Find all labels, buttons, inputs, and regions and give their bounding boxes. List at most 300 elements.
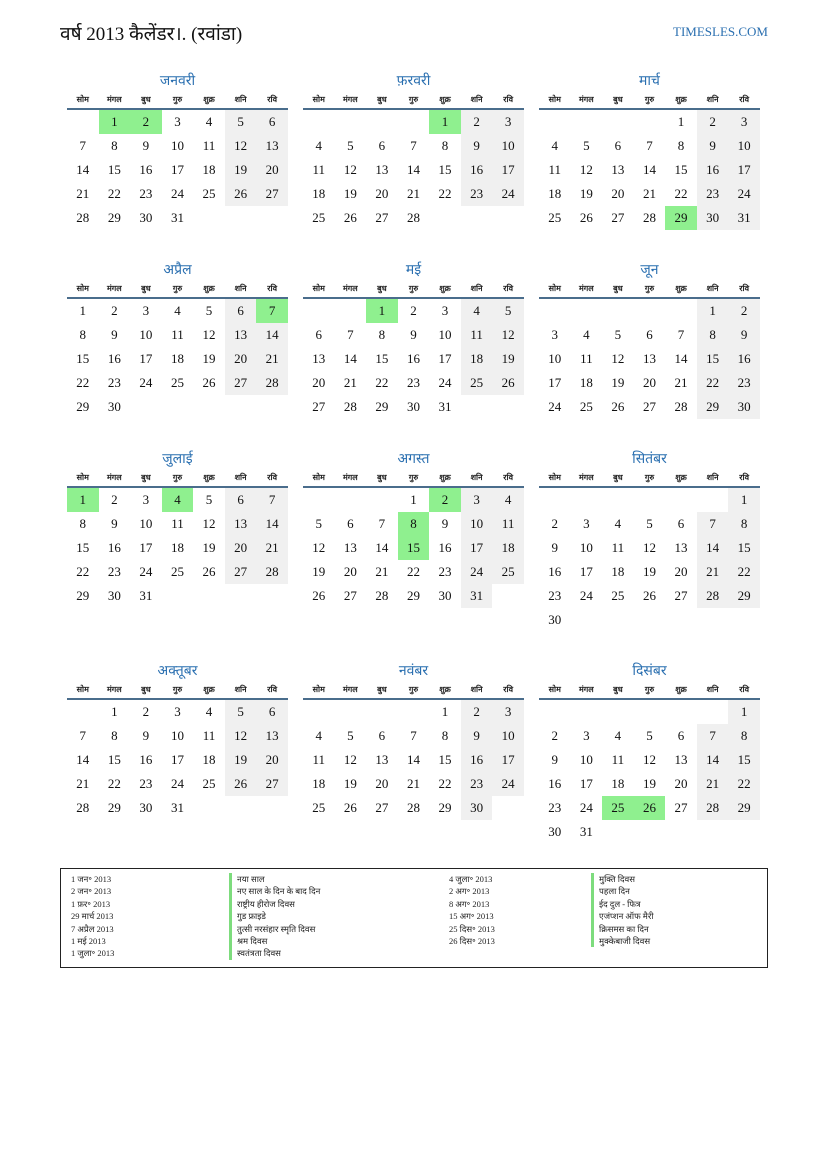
weekday-label: शनि xyxy=(470,95,483,104)
day-cell: 4 xyxy=(614,516,622,531)
empty-cell xyxy=(539,110,571,134)
empty-cell xyxy=(571,110,603,134)
day-cell: 31 xyxy=(438,399,452,414)
day-cell: 12 xyxy=(611,351,625,366)
day-cell: 11 xyxy=(202,138,216,153)
weekday-label: रवि xyxy=(503,685,514,694)
day-cell: 11 xyxy=(312,162,326,177)
weekday-header xyxy=(539,281,760,299)
day-cell: 22 xyxy=(375,375,389,390)
empty-cell xyxy=(539,700,571,724)
day-cell: 4 xyxy=(551,138,559,153)
day-cell: 23 xyxy=(461,772,493,796)
weekday-label: बुध xyxy=(377,95,387,104)
empty-cell xyxy=(335,110,367,134)
weekday-label: बुध xyxy=(141,284,151,293)
day-cell: 3 xyxy=(174,704,181,719)
day-cell: 12 xyxy=(492,323,524,347)
day-cell: 9 xyxy=(551,540,559,555)
day-cell: 4 xyxy=(461,299,493,323)
month-name: जुलाई xyxy=(162,451,193,467)
day-cell: 25 xyxy=(170,375,184,390)
month-block xyxy=(539,70,760,230)
empty-cell xyxy=(697,488,729,512)
day-cell: 17 xyxy=(728,158,760,182)
day-cell: 12 xyxy=(642,752,656,767)
day-cell: 30 xyxy=(139,800,153,815)
weekday-label: रवि xyxy=(267,95,278,104)
day-cell: 21 xyxy=(674,375,688,390)
month-block xyxy=(67,70,288,230)
empty-cell xyxy=(571,488,603,512)
day-cell: 23 xyxy=(548,588,562,603)
empty-cell xyxy=(67,700,99,724)
day-cell: 28 xyxy=(375,588,389,603)
day-cell: 10 xyxy=(139,516,153,531)
month-name: अप्रैल xyxy=(163,262,192,278)
day-cell: 28 xyxy=(256,560,288,584)
day-cell: 18 xyxy=(492,536,524,560)
weekday-label: शनि xyxy=(470,685,483,694)
weekday-header xyxy=(539,92,760,110)
day-cell: 19 xyxy=(225,748,257,772)
day-cell: 16 xyxy=(548,776,562,791)
weekday-label: बुध xyxy=(377,284,387,293)
day-cell: 16 xyxy=(438,540,452,555)
day-cell: 3 xyxy=(142,492,150,507)
holiday-cell: 25 xyxy=(602,796,634,820)
site-link[interactable]: TIMESLES.COM xyxy=(673,24,768,39)
day-cell: 20 xyxy=(375,186,389,201)
day-cell: 29 xyxy=(76,399,90,414)
empty-cell xyxy=(665,299,697,323)
day-cell: 10 xyxy=(579,752,593,767)
day-cell: 18 xyxy=(611,776,625,791)
day-cell: 6 xyxy=(256,700,288,724)
day-cell: 5 xyxy=(492,299,524,323)
weekday-label: बुध xyxy=(613,685,623,694)
day-cell: 18 xyxy=(579,375,593,390)
day-cell: 24 xyxy=(139,375,153,390)
day-cell: 1 xyxy=(79,303,87,318)
day-cell: 30 xyxy=(548,824,562,839)
day-cell: 18 xyxy=(312,186,326,201)
day-cell: 31 xyxy=(170,210,184,225)
empty-cell xyxy=(303,488,335,512)
day-grid xyxy=(539,299,760,419)
day-cell: 8 xyxy=(677,138,685,153)
day-cell: 19 xyxy=(611,375,625,390)
weekday-label: सोम xyxy=(312,473,325,482)
day-cell: 30 xyxy=(728,395,760,419)
day-cell: 25 xyxy=(492,560,524,584)
weekday-label: रवि xyxy=(739,95,750,104)
day-cell: 31 xyxy=(461,584,493,608)
day-grid xyxy=(539,700,760,844)
weekday-label: बुध xyxy=(377,685,387,694)
day-cell: 26 xyxy=(579,210,593,225)
legend-date: 1 मई 2013 xyxy=(71,935,106,946)
weekday-label: सोम xyxy=(312,685,325,694)
weekday-label: रवि xyxy=(739,473,750,482)
day-cell: 20 xyxy=(312,375,326,390)
day-cell: 19 xyxy=(642,776,656,791)
weekday-label: सोम xyxy=(548,473,561,482)
weekday-header xyxy=(303,281,524,299)
day-cell: 20 xyxy=(375,776,389,791)
day-cell: 11 xyxy=(171,516,184,531)
day-cell: 4 xyxy=(583,327,590,342)
day-cell: 17 xyxy=(461,536,493,560)
day-cell: 19 xyxy=(225,158,257,182)
day-cell: 13 xyxy=(312,351,326,366)
day-cell: 20 xyxy=(343,564,357,579)
day-cell: 8 xyxy=(441,138,449,153)
day-cell: 12 xyxy=(343,752,357,767)
day-cell: 5 xyxy=(225,700,257,724)
day-cell: 27 xyxy=(225,560,257,584)
day-cell: 29 xyxy=(107,800,121,815)
day-cell: 19 xyxy=(202,540,216,555)
day-cell: 2 xyxy=(728,299,760,323)
legend-holiday-name: राष्ट्रीय हीरोज दिवस xyxy=(229,898,320,910)
weekday-label: मंगल xyxy=(578,95,594,104)
empty-cell xyxy=(602,700,634,724)
weekday-label: रवि xyxy=(267,284,278,293)
day-cell: 11 xyxy=(492,512,524,536)
weekday-header xyxy=(67,470,288,488)
weekday-label: शुक्र xyxy=(675,685,687,694)
weekday-label: शुक्र xyxy=(203,685,215,694)
day-cell: 19 xyxy=(492,347,524,371)
day-cell: 21 xyxy=(256,347,288,371)
month-block xyxy=(539,448,760,632)
day-cell: 14 xyxy=(406,162,420,177)
day-cell: 11 xyxy=(611,540,625,555)
day-cell: 20 xyxy=(674,564,688,579)
day-cell: 21 xyxy=(406,186,420,201)
day-cell: 14 xyxy=(256,323,288,347)
empty-cell xyxy=(634,488,666,512)
day-cell: 16 xyxy=(107,540,121,555)
empty-cell xyxy=(602,110,634,134)
weekday-label: शुक्र xyxy=(203,473,215,482)
day-cell: 13 xyxy=(642,351,656,366)
day-cell: 6 xyxy=(347,516,354,531)
month-block xyxy=(67,660,288,820)
day-cell: 27 xyxy=(674,588,688,603)
day-cell: 15 xyxy=(107,752,121,767)
day-cell: 26 xyxy=(343,210,357,225)
day-cell: 16 xyxy=(728,347,760,371)
day-cell: 15 xyxy=(438,752,452,767)
day-cell: 11 xyxy=(312,752,326,767)
day-cell: 7 xyxy=(79,728,87,743)
day-cell: 16 xyxy=(697,158,729,182)
day-cell: 8 xyxy=(111,728,118,743)
month-block xyxy=(303,660,524,820)
legend-date: 1 जन॰ 2013 xyxy=(71,874,112,884)
weekday-label: शुक्र xyxy=(675,95,687,104)
day-cell: 18 xyxy=(170,351,184,366)
day-cell: 1 xyxy=(728,488,760,512)
day-cell: 17 xyxy=(139,540,153,555)
day-cell: 24 xyxy=(438,375,452,390)
weekday-label: शनि xyxy=(706,284,719,293)
day-cell: 9 xyxy=(728,323,760,347)
day-cell: 2 xyxy=(551,516,559,531)
weekday-label: सोम xyxy=(548,685,561,694)
day-cell: 23 xyxy=(697,182,729,206)
day-cell: 8 xyxy=(728,724,760,748)
empty-cell xyxy=(366,110,398,134)
day-cell: 21 xyxy=(76,776,90,791)
day-cell: 24 xyxy=(170,776,184,791)
weekday-label: सोम xyxy=(76,473,89,482)
day-cell: 3 xyxy=(461,488,493,512)
weekday-label: रवि xyxy=(267,473,278,482)
weekday-label: सोम xyxy=(76,284,89,293)
empty-cell xyxy=(67,110,99,134)
weekday-label: शनि xyxy=(706,685,719,694)
day-cell: 14 xyxy=(697,536,729,560)
day-cell: 10 xyxy=(548,351,562,366)
day-cell: 2 xyxy=(697,110,729,134)
day-cell: 28 xyxy=(256,371,288,395)
day-cell: 7 xyxy=(646,138,653,153)
day-cell: 7 xyxy=(410,138,417,153)
empty-cell xyxy=(571,700,603,724)
weekday-label: मंगल xyxy=(578,685,594,694)
day-cell: 20 xyxy=(674,776,688,791)
day-cell: 12 xyxy=(579,162,593,177)
weekday-label: गुरु xyxy=(172,95,183,104)
day-cell: 17 xyxy=(579,564,593,579)
day-grid xyxy=(67,488,288,608)
day-cell: 13 xyxy=(674,540,688,555)
day-cell: 20 xyxy=(225,347,257,371)
weekday-label: शनि xyxy=(234,95,247,104)
day-cell: 9 xyxy=(461,724,493,748)
weekday-label: सोम xyxy=(312,95,325,104)
day-cell: 1 xyxy=(111,704,118,719)
day-cell: 15 xyxy=(674,162,688,177)
legend-holiday-name: एजंप्शन ऑफ मैरी xyxy=(591,910,654,922)
day-cell: 10 xyxy=(492,134,524,158)
holiday-cell: 1 xyxy=(366,299,398,323)
day-cell: 8 xyxy=(79,327,87,342)
legend-holiday-name: नए साल के दिन के बाद दिन xyxy=(229,885,320,897)
day-cell: 17 xyxy=(548,375,562,390)
legend-left-dates xyxy=(71,873,114,960)
weekday-label: गुरु xyxy=(644,473,655,482)
weekday-label: शनि xyxy=(706,473,719,482)
day-cell: 1 xyxy=(677,114,685,129)
legend-holiday-name: श्रम दिवस xyxy=(229,935,320,947)
weekday-label: शुक्र xyxy=(439,284,451,293)
day-cell: 25 xyxy=(312,210,326,225)
weekday-label: शुक्र xyxy=(439,473,451,482)
day-cell: 2 xyxy=(461,110,493,134)
day-cell: 12 xyxy=(225,724,257,748)
legend-right-names xyxy=(591,873,654,947)
day-cell: 19 xyxy=(312,564,326,579)
day-cell: 25 xyxy=(461,371,493,395)
day-cell: 17 xyxy=(170,162,184,177)
day-cell: 7 xyxy=(697,512,729,536)
day-cell: 26 xyxy=(202,564,216,579)
weekday-label: मंगल xyxy=(342,473,358,482)
day-cell: 23 xyxy=(548,800,562,815)
day-cell: 4 xyxy=(614,728,622,743)
weekday-label: रवि xyxy=(503,95,514,104)
weekday-label: रवि xyxy=(503,284,514,293)
legend-holiday-name: गुड फ्राइडे xyxy=(229,910,320,922)
month-name: नवंबर xyxy=(398,663,429,679)
day-cell: 15 xyxy=(76,540,90,555)
day-cell: 30 xyxy=(548,612,562,627)
weekday-label: गुरु xyxy=(408,685,419,694)
weekday-label: शनि xyxy=(706,95,719,104)
day-cell: 5 xyxy=(225,110,257,134)
day-cell: 10 xyxy=(170,138,184,153)
day-cell: 26 xyxy=(343,800,357,815)
day-cell: 24 xyxy=(728,182,760,206)
month-name: जून xyxy=(640,262,659,278)
empty-cell xyxy=(366,488,398,512)
day-cell: 16 xyxy=(406,351,420,366)
day-cell: 3 xyxy=(583,728,590,743)
weekday-label: शुक्र xyxy=(203,95,215,104)
holiday-cell: 1 xyxy=(67,488,99,512)
day-cell: 29 xyxy=(76,588,90,603)
day-cell: 22 xyxy=(728,560,760,584)
day-grid xyxy=(67,299,288,419)
day-cell: 16 xyxy=(461,158,493,182)
day-cell: 31 xyxy=(728,206,760,230)
day-cell: 30 xyxy=(406,399,420,414)
day-cell: 17 xyxy=(170,752,184,767)
day-cell: 24 xyxy=(492,182,524,206)
day-cell: 22 xyxy=(438,186,452,201)
day-cell: 22 xyxy=(76,564,90,579)
day-cell: 9 xyxy=(111,327,118,342)
day-cell: 3 xyxy=(492,700,524,724)
day-cell: 15 xyxy=(728,748,760,772)
weekday-header xyxy=(303,470,524,488)
day-cell: 28 xyxy=(674,399,688,414)
month-block xyxy=(303,259,524,419)
day-cell: 16 xyxy=(139,162,153,177)
weekday-label: शुक्र xyxy=(439,685,451,694)
day-cell: 22 xyxy=(674,186,688,201)
day-cell: 9 xyxy=(697,134,729,158)
page-title: वर्ष 2013 कैलेंडर।. (रवांडा) xyxy=(60,24,243,45)
day-cell: 21 xyxy=(642,186,656,201)
day-cell: 28 xyxy=(343,399,357,414)
legend-holiday-name: ईद दुल - फित्र xyxy=(591,898,654,910)
day-cell: 2 xyxy=(142,704,150,719)
day-cell: 29 xyxy=(728,584,760,608)
day-grid xyxy=(303,299,524,419)
day-cell: 12 xyxy=(312,540,326,555)
day-cell: 26 xyxy=(642,588,656,603)
day-cell: 3 xyxy=(441,303,449,318)
legend-holiday-name: स्वतंत्रता दिवस xyxy=(229,947,320,959)
empty-cell xyxy=(571,299,603,323)
weekday-label: गुरु xyxy=(644,685,655,694)
weekday-label: बुध xyxy=(141,685,151,694)
day-cell: 24 xyxy=(461,560,493,584)
day-cell: 24 xyxy=(548,399,562,414)
day-cell: 22 xyxy=(406,564,420,579)
weekday-header xyxy=(67,682,288,700)
holiday-cell: 1 xyxy=(99,110,131,134)
weekday-label: बुध xyxy=(613,95,623,104)
weekday-label: शनि xyxy=(234,284,247,293)
day-cell: 25 xyxy=(548,210,562,225)
weekday-label: गुरु xyxy=(408,284,419,293)
day-cell: 22 xyxy=(438,776,452,791)
day-cell: 31 xyxy=(139,588,153,603)
day-cell: 25 xyxy=(202,776,216,791)
legend-date: 2 जन॰ 2013 xyxy=(71,886,112,897)
day-cell: 27 xyxy=(375,800,389,815)
holiday-cell: 4 xyxy=(162,488,194,512)
month-name: अगस्त xyxy=(397,451,430,467)
day-cell: 8 xyxy=(378,327,386,342)
legend-date: 15 अग॰ 2013 xyxy=(449,911,494,922)
weekday-label: शनि xyxy=(470,473,483,482)
empty-cell xyxy=(366,700,398,724)
day-cell: 25 xyxy=(312,800,326,815)
day-cell: 19 xyxy=(642,564,656,579)
day-cell: 14 xyxy=(406,752,420,767)
day-cell: 21 xyxy=(256,536,288,560)
day-cell: 16 xyxy=(107,351,121,366)
day-cell: 17 xyxy=(139,351,153,366)
month-block xyxy=(539,259,760,419)
day-cell: 17 xyxy=(492,748,524,772)
month-name: मार्च xyxy=(639,73,660,89)
day-cell: 23 xyxy=(107,564,121,579)
day-cell: 29 xyxy=(728,796,760,820)
day-cell: 9 xyxy=(142,728,150,743)
legend-right-dates xyxy=(449,873,495,947)
day-cell: 19 xyxy=(202,351,216,366)
day-cell: 28 xyxy=(406,800,420,815)
holiday-cell: 8 xyxy=(398,512,430,536)
day-cell: 27 xyxy=(256,772,288,796)
day-cell: 6 xyxy=(646,327,653,342)
day-cell: 12 xyxy=(642,540,656,555)
day-cell: 22 xyxy=(728,772,760,796)
day-cell: 27 xyxy=(256,182,288,206)
day-cell: 2 xyxy=(551,728,559,743)
day-cell: 1 xyxy=(410,492,417,507)
day-grid xyxy=(303,488,524,608)
day-cell: 16 xyxy=(548,564,562,579)
day-cell: 11 xyxy=(548,162,562,177)
day-cell: 7 xyxy=(378,516,386,531)
day-cell: 18 xyxy=(548,186,562,201)
day-cell: 14 xyxy=(343,351,357,366)
legend-holiday-name: मुक्ति दिवस xyxy=(591,873,654,885)
day-cell: 13 xyxy=(375,162,389,177)
day-cell: 21 xyxy=(406,776,420,791)
day-cell: 29 xyxy=(375,399,389,414)
day-cell: 25 xyxy=(579,399,593,414)
